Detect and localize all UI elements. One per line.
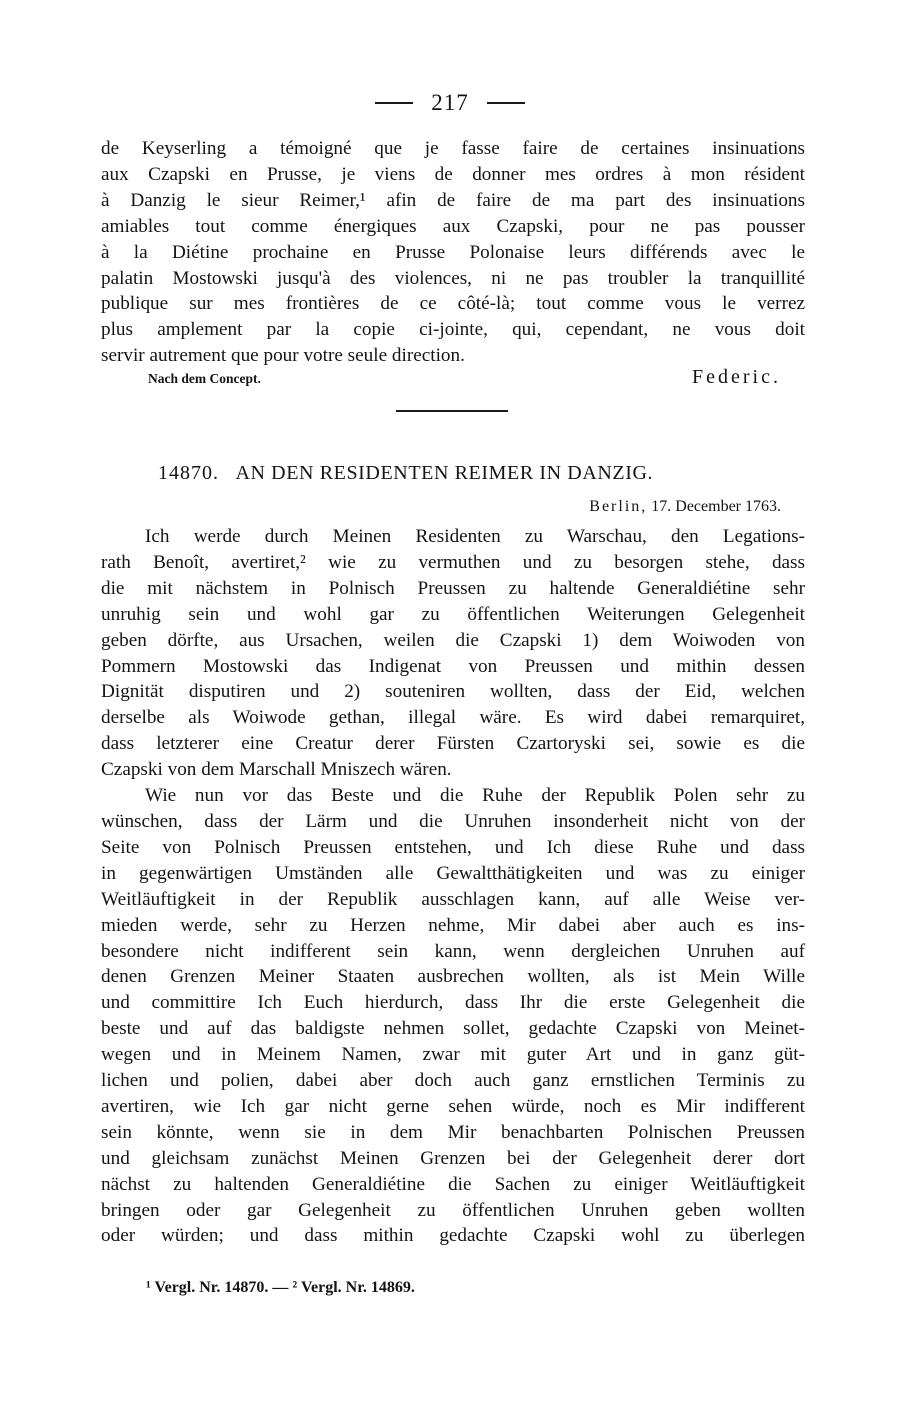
text-line: nächst zu haltenden Generaldiétine die Sachen zu einiger Weitläuftigkeit xyxy=(101,1173,805,1195)
text-line: und gleichsam zunächst Meinen Grenzen bei der Gelegenheit derer dort xyxy=(101,1147,805,1169)
text-line: Wie nun vor das Beste und die Ruhe der Republik Polen sehr zu xyxy=(145,785,805,807)
text-line: lichen und polien, dabei aber doch auch ganz ernstlichen Terminis zu xyxy=(101,1070,805,1092)
text-line: wünschen, dass der Lärm und die Unruhen insonderheit nicht von der xyxy=(101,810,805,832)
text-line: geben dörfte, aus Ursachen, weilen die Czapski 1) dem Woiwoden von xyxy=(101,629,805,651)
text-line: à Danzig le sieur Reimer,¹ afin de faire de ma part des insinuations xyxy=(101,189,805,211)
text-line: beste und auf das baldigste nehmen sollet, gedachte Czapski von Meinet- xyxy=(101,1018,805,1040)
document-heading xyxy=(158,462,798,485)
text-line: Czapski von dem Marschall Mniszech wären. xyxy=(101,759,452,781)
text-line: Ich werde durch Meinen Residenten zu Warschau, den Legations- xyxy=(145,526,805,547)
text-line: unruhig sein und wohl gar zu öffentlichen Weiterungen Gelegenheit xyxy=(101,603,805,625)
text-line: amiables tout comme énergiques aux Czapski, pour ne pas pousser xyxy=(101,215,805,237)
dateline-date: 17. December 1763. xyxy=(651,498,781,515)
text-line: denen Grenzen Meiner Staaten ausbrechen wollten, als ist Mein Wille xyxy=(101,966,805,988)
source-note: Nach dem Concept. xyxy=(148,371,261,386)
text-line: bringen oder gar Gelegenheit zu öffentlichen Unruhen geben wollten xyxy=(101,1199,805,1221)
document-number: 14870. xyxy=(158,462,219,484)
text-line: Weitläuftigkeit in der Republik ausschlagen kann, auf alle Weise ver- xyxy=(101,888,805,910)
text-line: derselbe als Woiwode gethan, illegal wäre. Es wird dabei remarquiret, xyxy=(101,707,805,729)
dateline-place: Berlin, xyxy=(589,498,648,515)
text-line: und committire Ich Euch hierdurch, dass Ihr die erste Gelegenheit die xyxy=(101,992,805,1014)
text-line: Seite von Polnisch Preussen entstehen, und Ich diese Ruhe und dass xyxy=(101,836,805,858)
page-header xyxy=(0,86,900,120)
text-line: à la Diétine prochaine en Prusse Polonaise leurs différends avec le xyxy=(101,241,805,263)
text-line: de Keyserling a témoigné que je fasse faire de certaines insinuations xyxy=(101,138,805,159)
text-line: aux Czapski en Prusse, je viens de donner mes ordres à mon résident xyxy=(101,163,805,185)
text-line: mieden werde, sehr zu Herzen nehme, Mir dabei aber auch es ins- xyxy=(101,914,805,936)
text-line: palatin Mostowski jusqu'à des violences, ni ne pas troubler la tranquillité xyxy=(101,267,805,289)
dateline xyxy=(589,498,781,516)
text-line: Pommern Mostowski das Indigenat von Preussen und mithin dessen xyxy=(101,655,805,677)
text-line: servir autrement que pour votre seule direction. xyxy=(101,345,465,367)
text-line: in gegenwärtigen Umständen alle Gewaltthätigkeiten und was zu einiger xyxy=(101,862,805,884)
signature: Federic. xyxy=(692,366,781,388)
header-rule-right xyxy=(487,102,525,104)
text-line: avertiren, wie Ich gar nicht gerne sehen würde, noch es Mir indifferent xyxy=(101,1095,805,1117)
text-line: oder würden; und dass mithin gedachte Czapski wohl zu überlegen xyxy=(101,1225,805,1247)
signature-row xyxy=(148,366,781,392)
text-line: rath Benoît, avertiret,² wie zu vermuthen und zu besorgen stehe, dass xyxy=(101,551,805,573)
text-line: plus amplement par la copie ci-jointe, qui, cependant, ne vous doit xyxy=(101,319,805,341)
text-line: wegen und in Meinem Namen, zwar mit guter Art und in ganz güt- xyxy=(101,1044,805,1066)
footnotes: ¹ Vergl. Nr. 14870. — ² Vergl. Nr. 14869. xyxy=(146,1279,415,1296)
document-title: AN DEN RESIDENTEN REIMER IN DANZIG. xyxy=(235,462,654,484)
text-line: sein könnte, wenn sie in dem Mir benachbarten Polnischen Preussen xyxy=(101,1121,805,1143)
text-line: Dignität disputiren und 2) souteniren wollten, dass der Eid, welchen xyxy=(101,681,805,703)
text-line: dass letzterer eine Creatur derer Fürsten Czartoryski sei, sowie es die xyxy=(101,733,805,755)
section-separator xyxy=(396,410,508,412)
page-number: 217 xyxy=(431,90,469,115)
continuation-text xyxy=(101,136,805,369)
text-line: besondere nicht indifferent sein kann, wenn dergleichen Unruhen auf xyxy=(101,940,805,962)
letter-body xyxy=(101,524,805,1249)
text-line: die mit nächstem in Polnisch Preussen zu haltende Generaldiétine sehr xyxy=(101,577,805,599)
header-rule-left xyxy=(375,102,413,104)
text-line: publique sur mes frontières de ce côté-là; tout comme vous le verrez xyxy=(101,293,805,315)
